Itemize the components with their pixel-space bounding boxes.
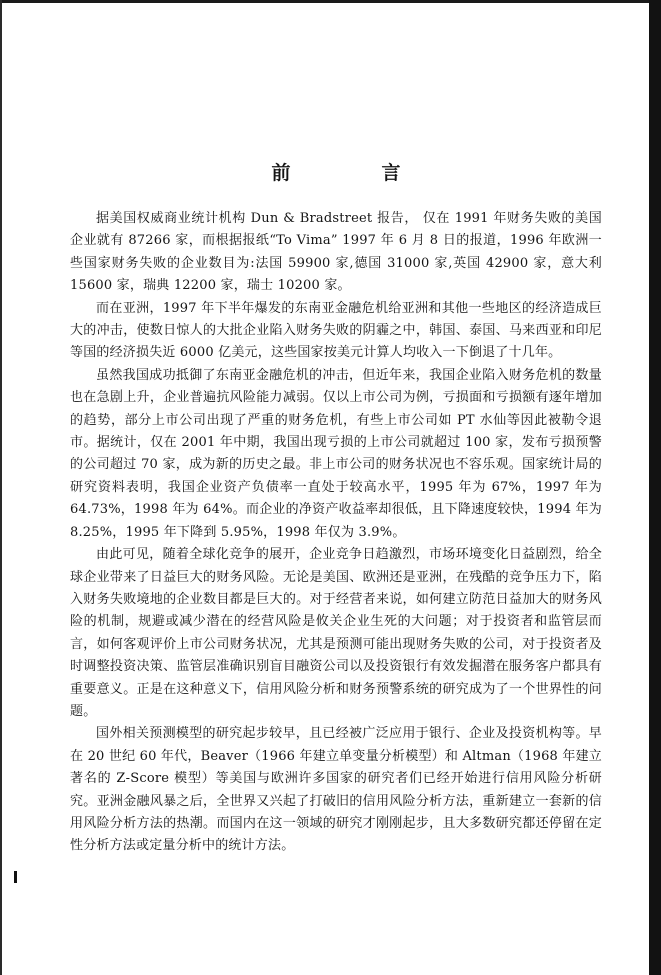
margin-mark (14, 871, 17, 883)
document-page (70, 160, 602, 858)
page-title: 前 言 (271, 162, 437, 184)
paragraph-1: 据美国权威商业统计机构 Dun & Bradstreet 报告， 仅在 1991 年财务失败的美国企业就有 87266 家，而根据报纸“To Vima” 1997 年 6 月 8 日的报道，1996 年欧洲一些国家财务失败的企业数目为:法国 59900 家,德国 31000 家,英国 42900 家，意大利 15600 家，瑞典 12200 家，瑞士 10200 家。 (70, 211, 602, 294)
paragraph-5: 国外相关预测模型的研究起步较早，且已经被广泛应用于银行、企业及投资机构等。早在 20 世纪 60 年代，Beaver（1966 年建立单变量分析模型）和 Altman（1968 年建立著名的 Z-Score 模型）等美国与欧洲许多国家的研究者们已经开始进行信用风险分析研究。亚洲金融风暴之后，全世界又兴起了打破旧的信用风险分析方法，重新建立一套新的信用风险分析方法的热潮。而国内在这一领域的研究才刚刚起步，且大多数研究都还停留在定性分析方法或定量分析中的统计方法。 (70, 726, 602, 854)
paragraph-2: 而在亚洲，1997 年下半年爆发的东南亚金融危机给亚洲和其他一些地区的经济造成巨大的冲击，使数日惊人的大批企业陷入财务失败的阴霾之中，韩国、泰国、马来西亚和印尼等国的经济损失近 6000 亿美元，这些国家按美元计算人均收入一下倒退了十几年。 (70, 300, 602, 361)
scan-left-edge (0, 0, 2, 975)
scan-right-edge (649, 0, 661, 975)
scan-top-edge (0, 0, 661, 3)
paragraph-4: 由此可见，随着全球化竞争的展开，企业竞争日趋激烈，市场环境变化日益剧烈，给全球企业带来了日益巨大的财务风险。无论是美国、欧洲还是亚洲，在残酷的竞争压力下，陷入财务失败境地的企业数目都是巨大的。对于经营者来说，如何建立防范日益加大的财务风险的机制，规避或减少潜在的经营风险是攸关企业生死的大问题；对于投资者和监管层而言，如何客观评价上市公司财务状况，尤其是预测可能出现财务失败的公司，对于投资者及时调整投资决策、监管层准确识别盲目融资公司以及投资银行有效发掘潜在服务客户都具有重要意义。正是在这种意义下，信用风险分析和财务预警系统的研究成为了一个世界性的问题。 (70, 547, 602, 719)
paragraph-3: 虽然我国成功抵御了东南亚金融危机的冲击，但近年来，我国企业陷入财务危机的数量也在急剧上升，企业普遍抗风险能力减弱。仅以上市公司为例，亏损面和亏损额有逐年增加的趋势，部分上市公司出现了严重的财务危机，有些上市公司如 PT 水仙等因此被勒令退市。据统计，仅在 2001 年中期，我国出现亏损的上市公司就超过 100 家，发布亏损预警的公司超过 70 家，成为新的历史之最。非上市公司的财务状况也不容乐观。国家统计局的研究资料表明，我国企业资产负债率一直处于较高水平，1995 年为 67%，1997 年为 64.73%，1998 年为 64%。而企业的净资产收益率却很低，且下降速度较快，1994 年为 8.25%，1995 年下降到 5.95%，1998 年仅为 3.9%。 (70, 367, 602, 540)
